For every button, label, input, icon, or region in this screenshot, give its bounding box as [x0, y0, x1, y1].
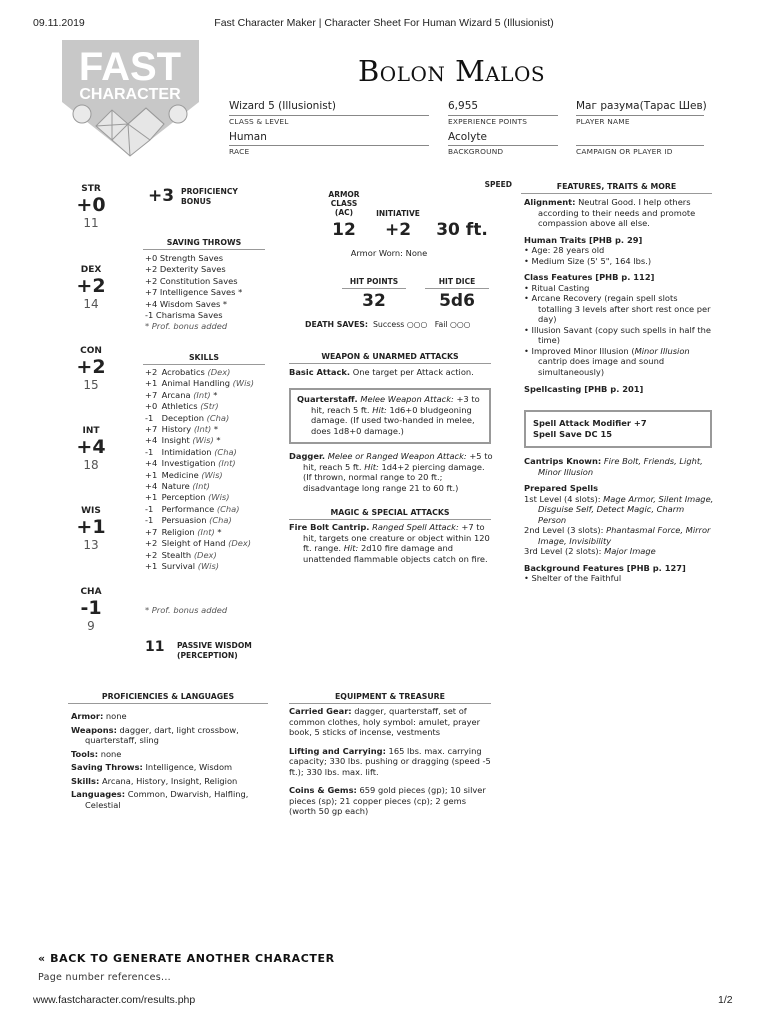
player-name-value: Маг разума(Тарас Шев): [576, 100, 707, 112]
proficiency-bonus-value: +3: [148, 186, 175, 206]
spell-stats-box: [524, 410, 712, 448]
skill-item: +4 Nature (Int): [145, 481, 210, 492]
skill-proficiency: Skills: Arcana, History, Insight, Religion: [71, 775, 238, 786]
proficiency-bonus-label: PROFICIENCY BONUS: [181, 187, 238, 206]
saving-throws-list: [145, 253, 242, 333]
skills-heading: SKILLS: [143, 353, 265, 365]
ability-abbr: INT: [82, 426, 100, 436]
logo-line-2: CHARACTER: [79, 86, 181, 103]
armor-class-label: ARMOR CLASS (AC): [328, 190, 360, 217]
skill-item: +1 Perception (Wis): [145, 492, 230, 503]
ability-score: 9: [87, 619, 95, 633]
hit-dice-label: HIT DICE: [425, 277, 489, 289]
list-item: • Ritual Casting: [524, 282, 590, 293]
passive-wisdom-value: 11: [145, 639, 165, 655]
carried-gear: Carried Gear: dagger, quarterstaff, set of common clothes, holy symbol: amulet, prayer book, 5 sticks of incense, vestments: [289, 706, 481, 737]
features-content: [524, 197, 714, 395]
list-item: +2 Dexterity Saves: [145, 264, 226, 275]
ability-modifier: +4: [76, 436, 106, 458]
class-features-heading: Class Features [PHB p. 112]: [524, 272, 655, 282]
ability-score: 11: [83, 216, 99, 230]
speed-value: 30 ft.: [436, 220, 488, 240]
quarterstaff-attack: Quarterstaff. Melee Weapon Attack: +3 to hit, reach 5 ft. Hit: 1d6+0 bludgeoning damage. (If used two-handed in melee, does 1d8+0 damage.): [297, 394, 480, 436]
hit-points-label: HIT POINTS: [342, 277, 406, 289]
fire-bolt-attack: Fire Bolt Cantrip. Ranged Spell Attack: +7 to hit, targets one creature or object within 120 ft. range. Hit: 2d10 fire damage and unattended flammable objects catch on fire.: [289, 522, 490, 564]
spells-level-3: 3rd Level (2 slots): Major Image: [524, 546, 656, 556]
spell-save-dc: Spell Save DC 15: [533, 428, 613, 439]
list-item: +4 Wisdom Saves *: [145, 298, 228, 309]
saving-throws-heading: SAVING THROWS: [143, 238, 265, 250]
skill-item: +7 Religion (Int) *: [145, 526, 222, 537]
skill-item: -1 Deception (Cha): [145, 412, 230, 423]
list-item: • Shelter of the Faithful: [524, 573, 622, 583]
hit-dice-value: 5d6: [439, 291, 475, 311]
ability-str: [71, 184, 111, 230]
coins-gems: Coins & Gems: 659 gold pieces (gp); 10 silver pieces (sp); 21 copper pieces (cp); 2 gems (worth 50 gp each): [289, 785, 486, 816]
armor-class-value: 12: [332, 220, 356, 240]
armor-worn: Armor Worn: None: [350, 248, 428, 258]
basic-attack: Basic Attack. One target per Attack action.: [289, 367, 474, 377]
spells-content: [524, 456, 714, 584]
death-saves-label: DEATH SAVES:: [305, 320, 368, 329]
page-number: 1/2: [718, 994, 733, 1006]
skill-item: +7 Arcana (Int) *: [145, 389, 218, 400]
spells-level-2: 2nd Level (3 slots): Phantasmal Force, Mirror Image, Invisibility: [524, 525, 711, 546]
spell-attack-modifier: Spell Attack Modifier +7: [533, 418, 647, 428]
page-references-text: Page number references...: [38, 972, 171, 983]
initiative-value: +2: [384, 220, 412, 240]
ability-modifier: +2: [76, 275, 106, 297]
death-saves-success: Success ○○○: [372, 320, 428, 329]
skill-item: +4 Insight (Wis) *: [145, 435, 221, 446]
ability-abbr: WIS: [81, 506, 101, 516]
list-item: -1 Charisma Saves: [145, 310, 223, 321]
ability-cha: [71, 587, 111, 633]
ability-score: 14: [83, 297, 99, 311]
skill-item: +0 Athletics (Str): [145, 401, 219, 412]
player-name-label: PLAYER NAME: [576, 117, 630, 126]
list-item: • Age: 28 years old: [524, 245, 605, 255]
death-saves: [305, 320, 470, 329]
languages: Languages: Common, Dwarvish, Halfling, Celestial: [71, 789, 249, 810]
back-to-generate-link[interactable]: « BACK TO GENERATE ANOTHER CHARACTER: [38, 952, 335, 965]
background-value: Acolyte: [448, 131, 487, 143]
ability-modifier: +2: [76, 356, 106, 378]
xp-label: EXPERIENCE POINTS: [448, 117, 528, 126]
ability-modifier: -1: [80, 597, 102, 619]
weapon-attacks-heading: WEAPON & UNARMED ATTACKS: [289, 352, 491, 364]
ability-abbr: STR: [81, 184, 101, 194]
skill-item: +2 Stealth (Dex): [145, 549, 217, 560]
class-level-value: Wizard 5 (Illusionist): [229, 100, 336, 112]
hit-points-value: 32: [362, 291, 386, 311]
tool-proficiency: Tools: none: [71, 748, 122, 759]
ability-abbr: CHA: [80, 587, 102, 597]
speed-label: SPEED: [484, 180, 512, 189]
saving-throw-proficiency: Saving Throws: Intelligence, Wisdom: [71, 762, 233, 772]
character-name: Bolon Malos: [358, 54, 546, 88]
skill-item: +2 Acrobatics (Dex): [145, 367, 231, 377]
cantrips-known: Cantrips Known: Fire Bolt, Friends, Light, Minor Illusion: [524, 456, 703, 477]
list-item: • Arcane Recovery (regain spell slots totalling 3 levels after short rest once per day): [524, 293, 711, 324]
print-date: 09.11.2019: [33, 17, 85, 29]
ability-modifier: +0: [76, 194, 106, 216]
page-title: Fast Character Maker | Character Sheet For Human Wizard 5 (Illusionist): [214, 17, 554, 29]
fast-character-logo: [62, 40, 199, 158]
ability-score: 15: [83, 378, 99, 392]
dagger-attack: Dagger. Melee or Ranged Weapon Attack: +5 to hit, reach 5 ft. Hit: 1d4+2 piercing damage. (If thrown, normal range to 20 ft.; disadvantage long range 21 to 60 ft.): [289, 451, 493, 493]
skills-note: * Prof. bonus added: [145, 605, 228, 615]
skill-item: -1 Persuasion (Cha): [145, 515, 232, 526]
ability-int: [71, 426, 111, 472]
xp-value: 6,955: [448, 100, 479, 112]
list-item: • Medium Size (5' 5", 164 lbs.): [524, 255, 652, 266]
ability-score: 18: [83, 458, 99, 472]
ability-score: 13: [83, 538, 99, 552]
spells-level-1: 1st Level (4 slots): Mage Armor, Silent Image, Disguise Self, Detect Magic, Charm Person: [524, 493, 714, 525]
logo-line-1: FAST: [78, 45, 182, 89]
page-url: www.fastcharacter.com/results.php: [33, 994, 196, 1006]
ability-wis: [71, 506, 111, 552]
passive-wisdom-label: PASSIVE WISDOM (PERCEPTION): [177, 641, 252, 660]
skill-item: +1 Survival (Wis): [145, 560, 220, 571]
lifting-carrying: Lifting and Carrying: 165 lbs. max. carrying capacity; 330 lbs. pushing or dragging (speed -5 ft.); 330 lbs. max. lift.: [289, 745, 491, 777]
weapon-proficiency: Weapons: dagger, dart, light crossbow, quarterstaff, sling: [71, 724, 239, 745]
list-item: +0 Strength Saves: [145, 253, 224, 263]
spellcasting-heading: Spellcasting [PHB p. 201]: [524, 384, 644, 394]
armor-proficiency: Armor: none: [71, 711, 127, 721]
list-item: • Illusion Savant (copy such spells in half the time): [524, 324, 711, 345]
ability-abbr: DEX: [80, 265, 102, 275]
ability-con: [71, 346, 111, 392]
skill-item: -1 Performance (Cha): [145, 503, 240, 514]
skills-list: [145, 367, 254, 572]
race-value: Human: [229, 131, 267, 143]
human-traits-heading: Human Traits [PHB p. 29]: [524, 234, 643, 245]
ability-abbr: CON: [80, 346, 102, 356]
list-item: +2 Constitution Saves: [145, 275, 238, 286]
skill-item: +2 Sleight of Hand (Dex): [145, 538, 252, 549]
saving-throws-note: * Prof. bonus added: [145, 321, 228, 332]
proficiencies-content: [71, 711, 271, 810]
alignment: Alignment: Neutral Good. I help others according to their needs and promote compassion above all else.: [524, 197, 696, 228]
class-level-label: CLASS & LEVEL: [229, 117, 289, 126]
skill-item: +1 Medicine (Wis): [145, 469, 223, 480]
background-features-heading: Background Features [PHB p. 127]: [524, 562, 686, 573]
initiative-label: INITIATIVE: [376, 209, 420, 218]
magic-attacks-heading: MAGIC & SPECIAL ATTACKS: [289, 508, 491, 520]
skill-item: +4 Investigation (Int): [145, 458, 236, 469]
equipment-content: [289, 706, 491, 817]
skill-item: -1 Intimidation (Cha): [145, 446, 237, 457]
prepared-spells-heading: Prepared Spells: [524, 483, 599, 493]
features-heading: FEATURES, TRAITS & MORE: [521, 182, 712, 194]
list-item: +7 Intelligence Saves *: [145, 287, 243, 298]
skill-item: +7 History (Int) *: [145, 424, 219, 435]
equipment-heading: EQUIPMENT & TREASURE: [289, 692, 491, 704]
list-item: • Improved Minor Illusion (Minor Illusion cantrip does image and sound simultaneously): [524, 345, 690, 377]
campaign-label: CAMPAIGN OR PLAYER ID: [576, 147, 673, 156]
ability-dex: [71, 265, 111, 311]
skill-item: +1 Animal Handling (Wis): [145, 378, 254, 389]
quarterstaff-box: [289, 388, 491, 444]
death-saves-fail: Fail ○○○: [434, 320, 471, 329]
proficiencies-heading: PROFICIENCIES & LANGUAGES: [68, 692, 268, 704]
ability-modifier: +1: [76, 516, 106, 538]
race-label: RACE: [229, 147, 250, 156]
background-label: BACKGROUND: [448, 147, 504, 156]
